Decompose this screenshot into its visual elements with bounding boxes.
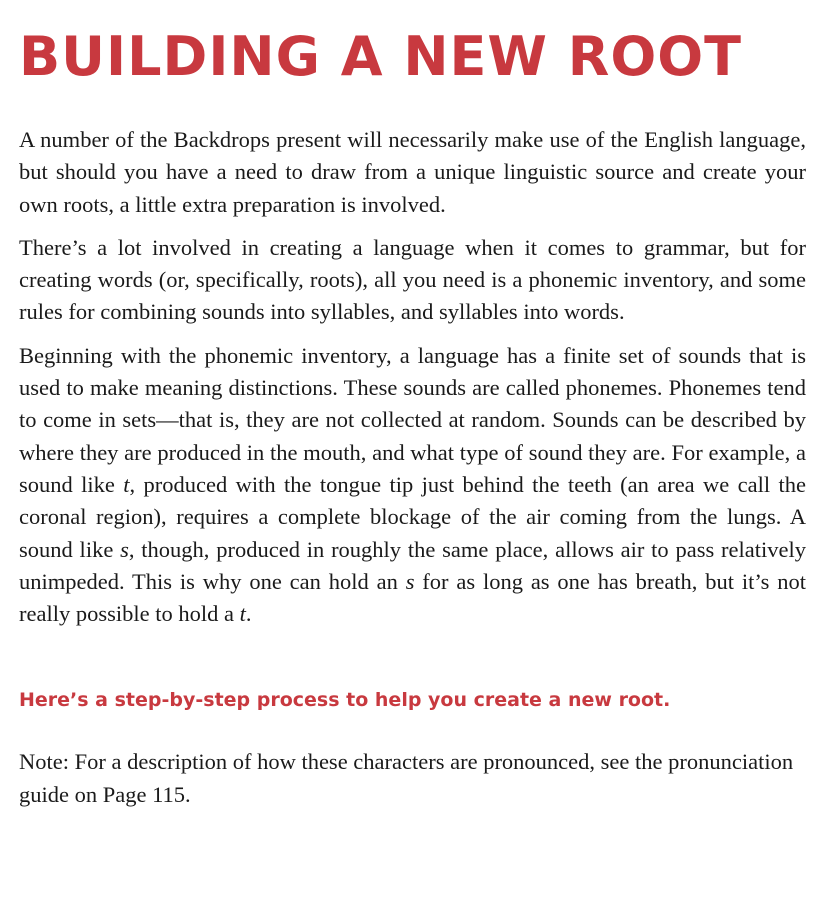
paragraph-text-segment: , produced with the tongue tip just behind the teeth (an area we call the coronal region), requires a complete blockage of the air coming from the lungs. A sound like (19, 471, 806, 562)
paragraph-text-segment: . (245, 601, 252, 627)
page-title: BUILDING A NEW ROOT (19, 25, 743, 88)
paragraph-text-segment: Beginning with the phonemic inventory, a language has a finite set of sounds that is used to make meaning distinctions. These sounds are called phonemes. Phonemes tend to come in sets—that is, they are not collected at random. Sounds can be described by where they are produced in the mouth, and what type of sound they are. For example, a sound like (19, 342, 806, 497)
pronunciation-note: Note: For a description of how these characters are pronounced, see the pronunciation guide on Page 115. (19, 749, 794, 807)
phoneme-s-example: s (120, 536, 129, 562)
paragraph-text-segment: , though, produced in roughly the same place, allows air to pass relatively unimpeded. This is why one can hold an (19, 536, 806, 594)
phoneme-s-example: s (405, 568, 415, 594)
phoneme-t-example: t (123, 471, 130, 497)
intro-paragraph: A number of the Backdrops present will necessarily make use of the English language, but should you have a need to draw from a unique linguistic source and create your own roots, a little extra preparation is involved. (19, 127, 806, 217)
phonemic-inventory-paragraph (19, 340, 806, 631)
step-by-step-callout: Here’s a step-by-step process to help you create a new root. (19, 689, 671, 712)
paragraph-text-segment: for as long as one has breath, but it’s not really possible to hold a (19, 568, 806, 627)
phoneme-t-example: t (239, 601, 246, 627)
language-creation-paragraph: There’s a lot involved in creating a language when it comes to grammar, but for creating words (or, specifically, roots), all you need is a phonemic inventory, and some rules for combining sounds into syllables, and syllables into words. (19, 234, 806, 325)
